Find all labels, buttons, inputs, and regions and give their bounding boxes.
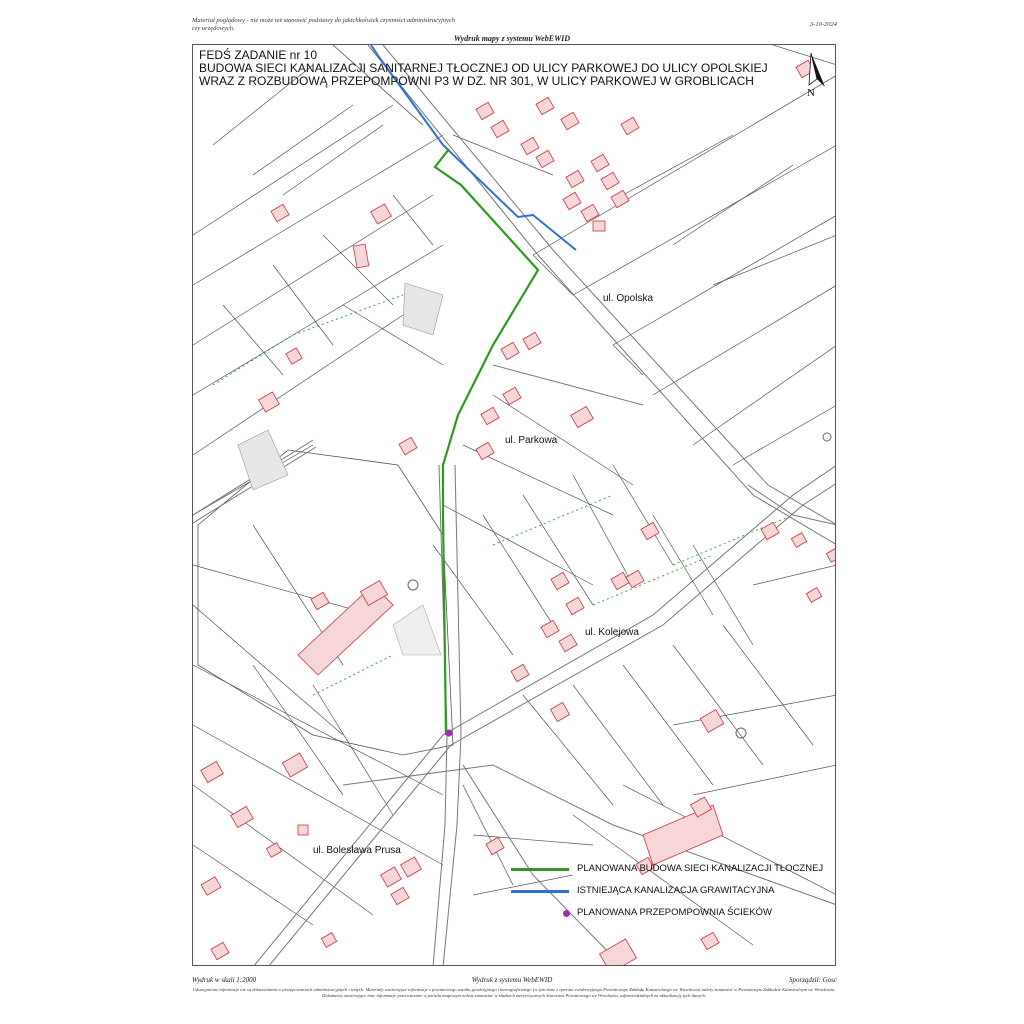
north-arrow-icon — [805, 51, 827, 97]
footer-source: Wydruk z systemu WebEWID — [471, 976, 553, 984]
map-frame[interactable] — [192, 44, 836, 966]
street-label-parkowa: ul. Parkowa — [505, 435, 558, 446]
legend-label: ISTNIEJĄCA KANALIZACJA GRAWITACYJNA — [577, 885, 775, 896]
footer-note: Udostępnione informacje nie są dokumentami w postępowaniach administracyjnych i innych. Materiały zawierające informacje z powiatowego zasobu geodezyjnego i kartograficznego (w tym dane z operatu ewidencyjnego Powiatowego Zakładu Katastralnego we Wrocławiu) należy zamawiać w Powiatowym Zakładzie Katastralnym we Wrocławiu. Dokumenty zawierające inne informacje przetwarzane w portalu mapowym należy zamawiać w służbach merytorycznych Starostwa Powiatowego we Wrocławiu, odpowiedzialnych za aktualizację tych danych. — [192, 987, 836, 998]
street-label-opolska: ul. Opolska — [603, 293, 654, 304]
footer-scale: Wydruk w skali 1:2000 — [192, 976, 257, 984]
header-date: 3-10-2024 — [809, 21, 837, 28]
legend-green-line-icon — [511, 868, 569, 871]
header-title: Wydruk mapy z systemu WebEWID — [453, 34, 571, 43]
footer-author: Sporządził: Gosc — [788, 976, 837, 984]
grey-area — [403, 283, 443, 335]
north-arrow — [805, 51, 827, 97]
header-disclaimer: Materiał poglądowy - nie może też stanowić podstawy do jakichkolwiek czynności administracyjnych czy urzędowych. — [192, 17, 456, 32]
legend-item-planned-sewer — [511, 863, 831, 877]
project-task-line-1: BUDOWA SIECI KANALIZACJI SANITARNEJ TŁOCZNEJ OD ULICY PARKOWEJ DO ULICY OPOLSKIEJ — [199, 61, 768, 75]
legend-blue-line-icon — [511, 890, 569, 893]
legend-item-pump-station — [511, 907, 831, 921]
planned-pump-station — [446, 730, 453, 737]
roads — [193, 45, 836, 966]
street-label-kolejowa: ul. Kolejowa — [585, 627, 639, 638]
map-canvas[interactable] — [193, 45, 836, 966]
buildings — [201, 60, 836, 966]
parcel-lines — [193, 45, 836, 945]
legend-purple-dot-icon — [563, 910, 570, 917]
project-task-line-2: WRAZ Z ROZBUDOWĄ PRZEPOMPOWNI P3 W DZ. NR 301, W ULICY PARKOWEJ W GROBLICACH — [199, 74, 754, 88]
project-description — [199, 49, 819, 88]
grey-area-2 — [238, 430, 288, 490]
project-task-number: FEDŚ ZADANIE nr 10 — [199, 48, 318, 62]
legend-label: PLANOWANA BUDOWA SIECI KANALIZACJI TŁOCZNEJ — [577, 863, 824, 874]
north-label: N — [807, 87, 815, 97]
legend-label: PLANOWANA PRZEPOMPOWNIA ŚCIEKÓW — [577, 907, 772, 918]
grey-area-3 — [393, 605, 441, 655]
street-label-boleslawa-prusa: ul. Bolesława Prusa — [313, 845, 401, 856]
legend-item-existing-sewer — [511, 885, 831, 899]
